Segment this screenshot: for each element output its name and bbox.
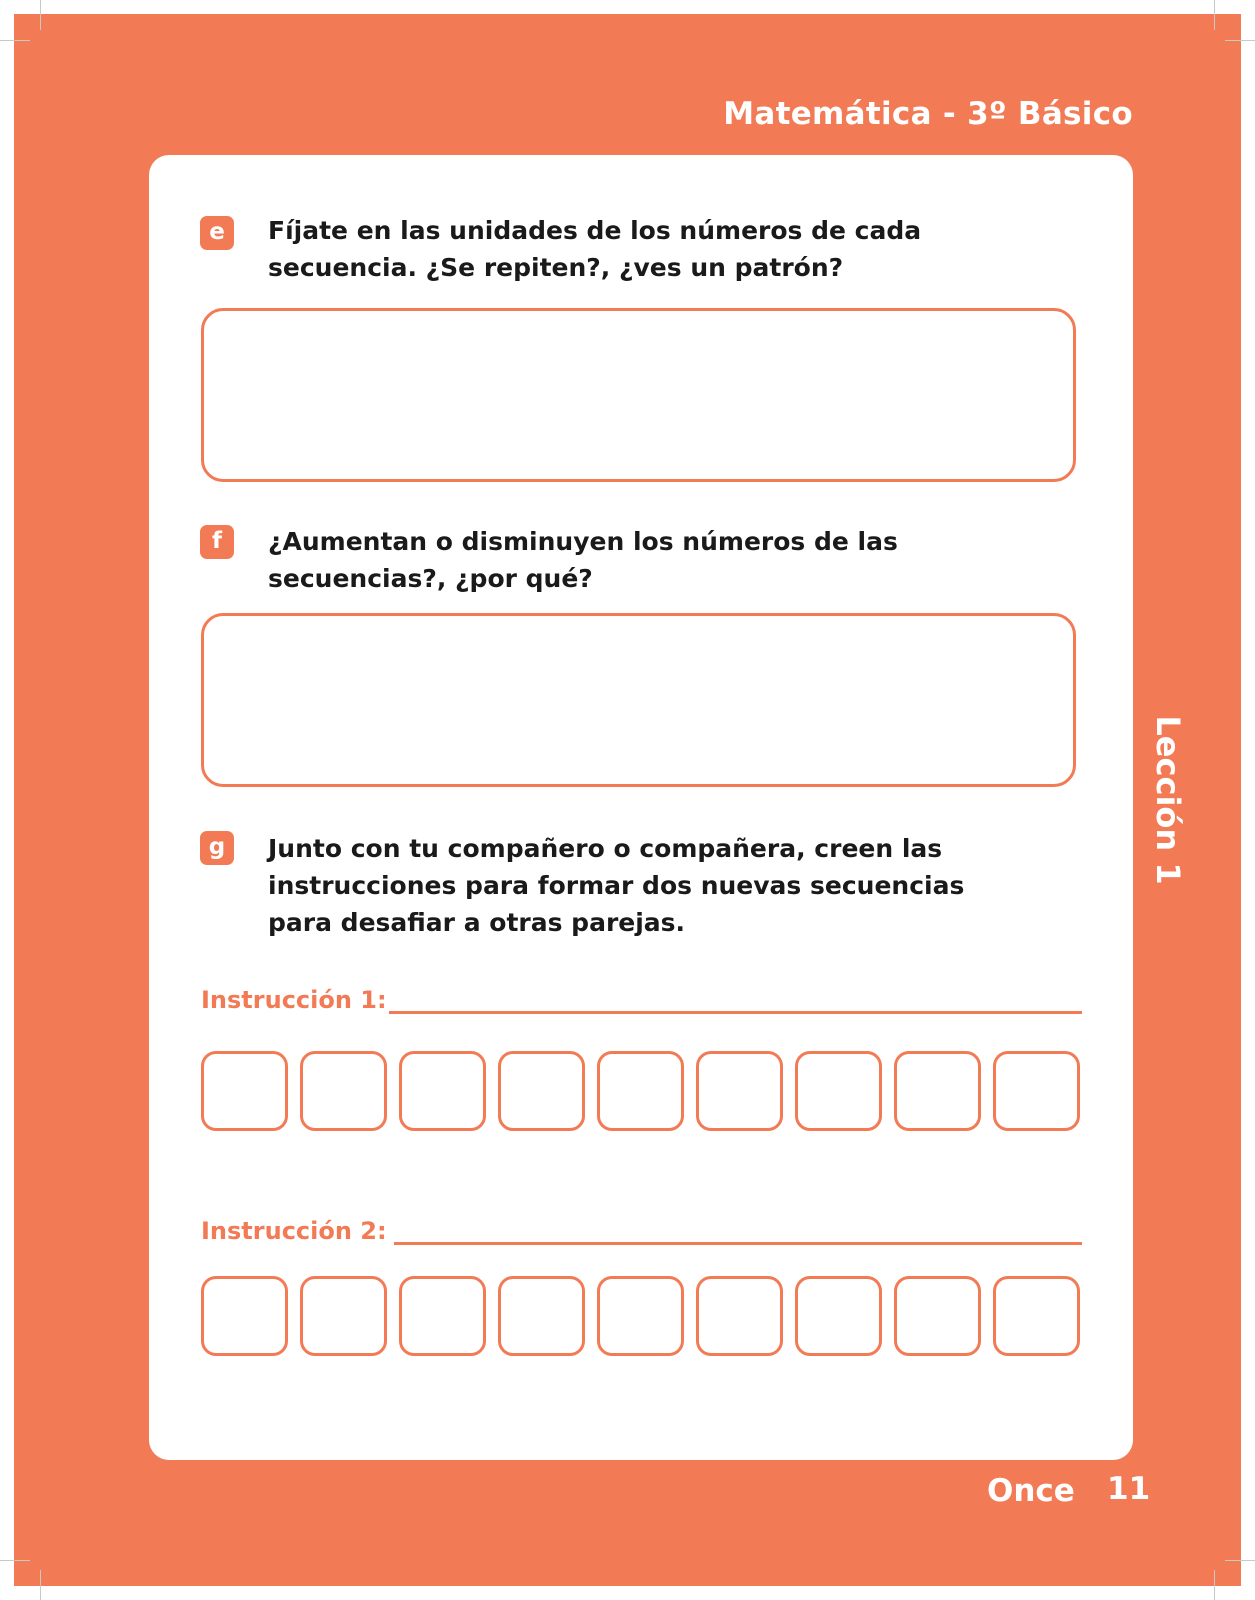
instruction-2-label: Instrucción 2: <box>201 1217 387 1245</box>
sequence-1-cell[interactable] <box>399 1051 486 1131</box>
question-text-g: Junto con tu compañero o compañera, creen las instrucciones para formar dos nuevas secuencias para desafiar a otras parejas. <box>268 834 965 937</box>
sequence-1-cell[interactable] <box>201 1051 288 1131</box>
sequence-1-cell[interactable] <box>993 1051 1080 1131</box>
crop-mark <box>40 1570 41 1600</box>
answer-box-f[interactable] <box>201 613 1076 787</box>
sequence-1-cell[interactable] <box>597 1051 684 1131</box>
sequence-2-cell[interactable] <box>300 1276 387 1356</box>
lesson-label: Lección 1 <box>1149 715 1187 885</box>
page-title: Matemática - 3º Básico <box>723 96 1133 132</box>
sequence-1-cell[interactable] <box>795 1051 882 1131</box>
sequence-2-cell[interactable] <box>894 1276 981 1356</box>
sequence-2-cell[interactable] <box>597 1276 684 1356</box>
instruction-1-line[interactable] <box>389 1011 1082 1014</box>
sequence-1-cell[interactable] <box>696 1051 783 1131</box>
sequence-2-cell[interactable] <box>498 1276 585 1356</box>
crop-mark <box>1214 1570 1215 1600</box>
question-text-e: Fíjate en las unidades de los números de cada secuencia. ¿Se repiten?, ¿ves un patrón? <box>268 216 922 282</box>
question-badge-e: e <box>200 216 234 250</box>
sequence-1-cells <box>201 1051 1081 1131</box>
sequence-2-cell[interactable] <box>993 1276 1080 1356</box>
sequence-2-cell[interactable] <box>795 1276 882 1356</box>
question-badge-f: f <box>200 525 234 559</box>
sequence-1-cell[interactable] <box>498 1051 585 1131</box>
answer-box-e[interactable] <box>201 308 1076 482</box>
crop-mark <box>0 1560 30 1561</box>
sequence-2-cell[interactable] <box>399 1276 486 1356</box>
crop-mark <box>1214 0 1215 30</box>
sequence-1-cell[interactable] <box>300 1051 387 1131</box>
sequence-1-cell[interactable] <box>894 1051 981 1131</box>
instruction-2-line[interactable] <box>394 1242 1082 1245</box>
crop-mark <box>1225 1560 1255 1561</box>
page-number-word: Once <box>987 1473 1075 1509</box>
page-number: 11 <box>1107 1471 1151 1507</box>
crop-mark <box>1225 40 1255 41</box>
sequence-2-cell[interactable] <box>696 1276 783 1356</box>
question-text-f: ¿Aumentan o disminuyen los números de las secuencias?, ¿por qué? <box>268 527 898 593</box>
sequence-2-cell[interactable] <box>201 1276 288 1356</box>
question-badge-g: g <box>200 831 234 865</box>
instruction-1-label: Instrucción 1: <box>201 986 387 1014</box>
sequence-2-cells <box>201 1276 1081 1356</box>
crop-mark <box>40 0 41 30</box>
crop-mark <box>0 40 30 41</box>
